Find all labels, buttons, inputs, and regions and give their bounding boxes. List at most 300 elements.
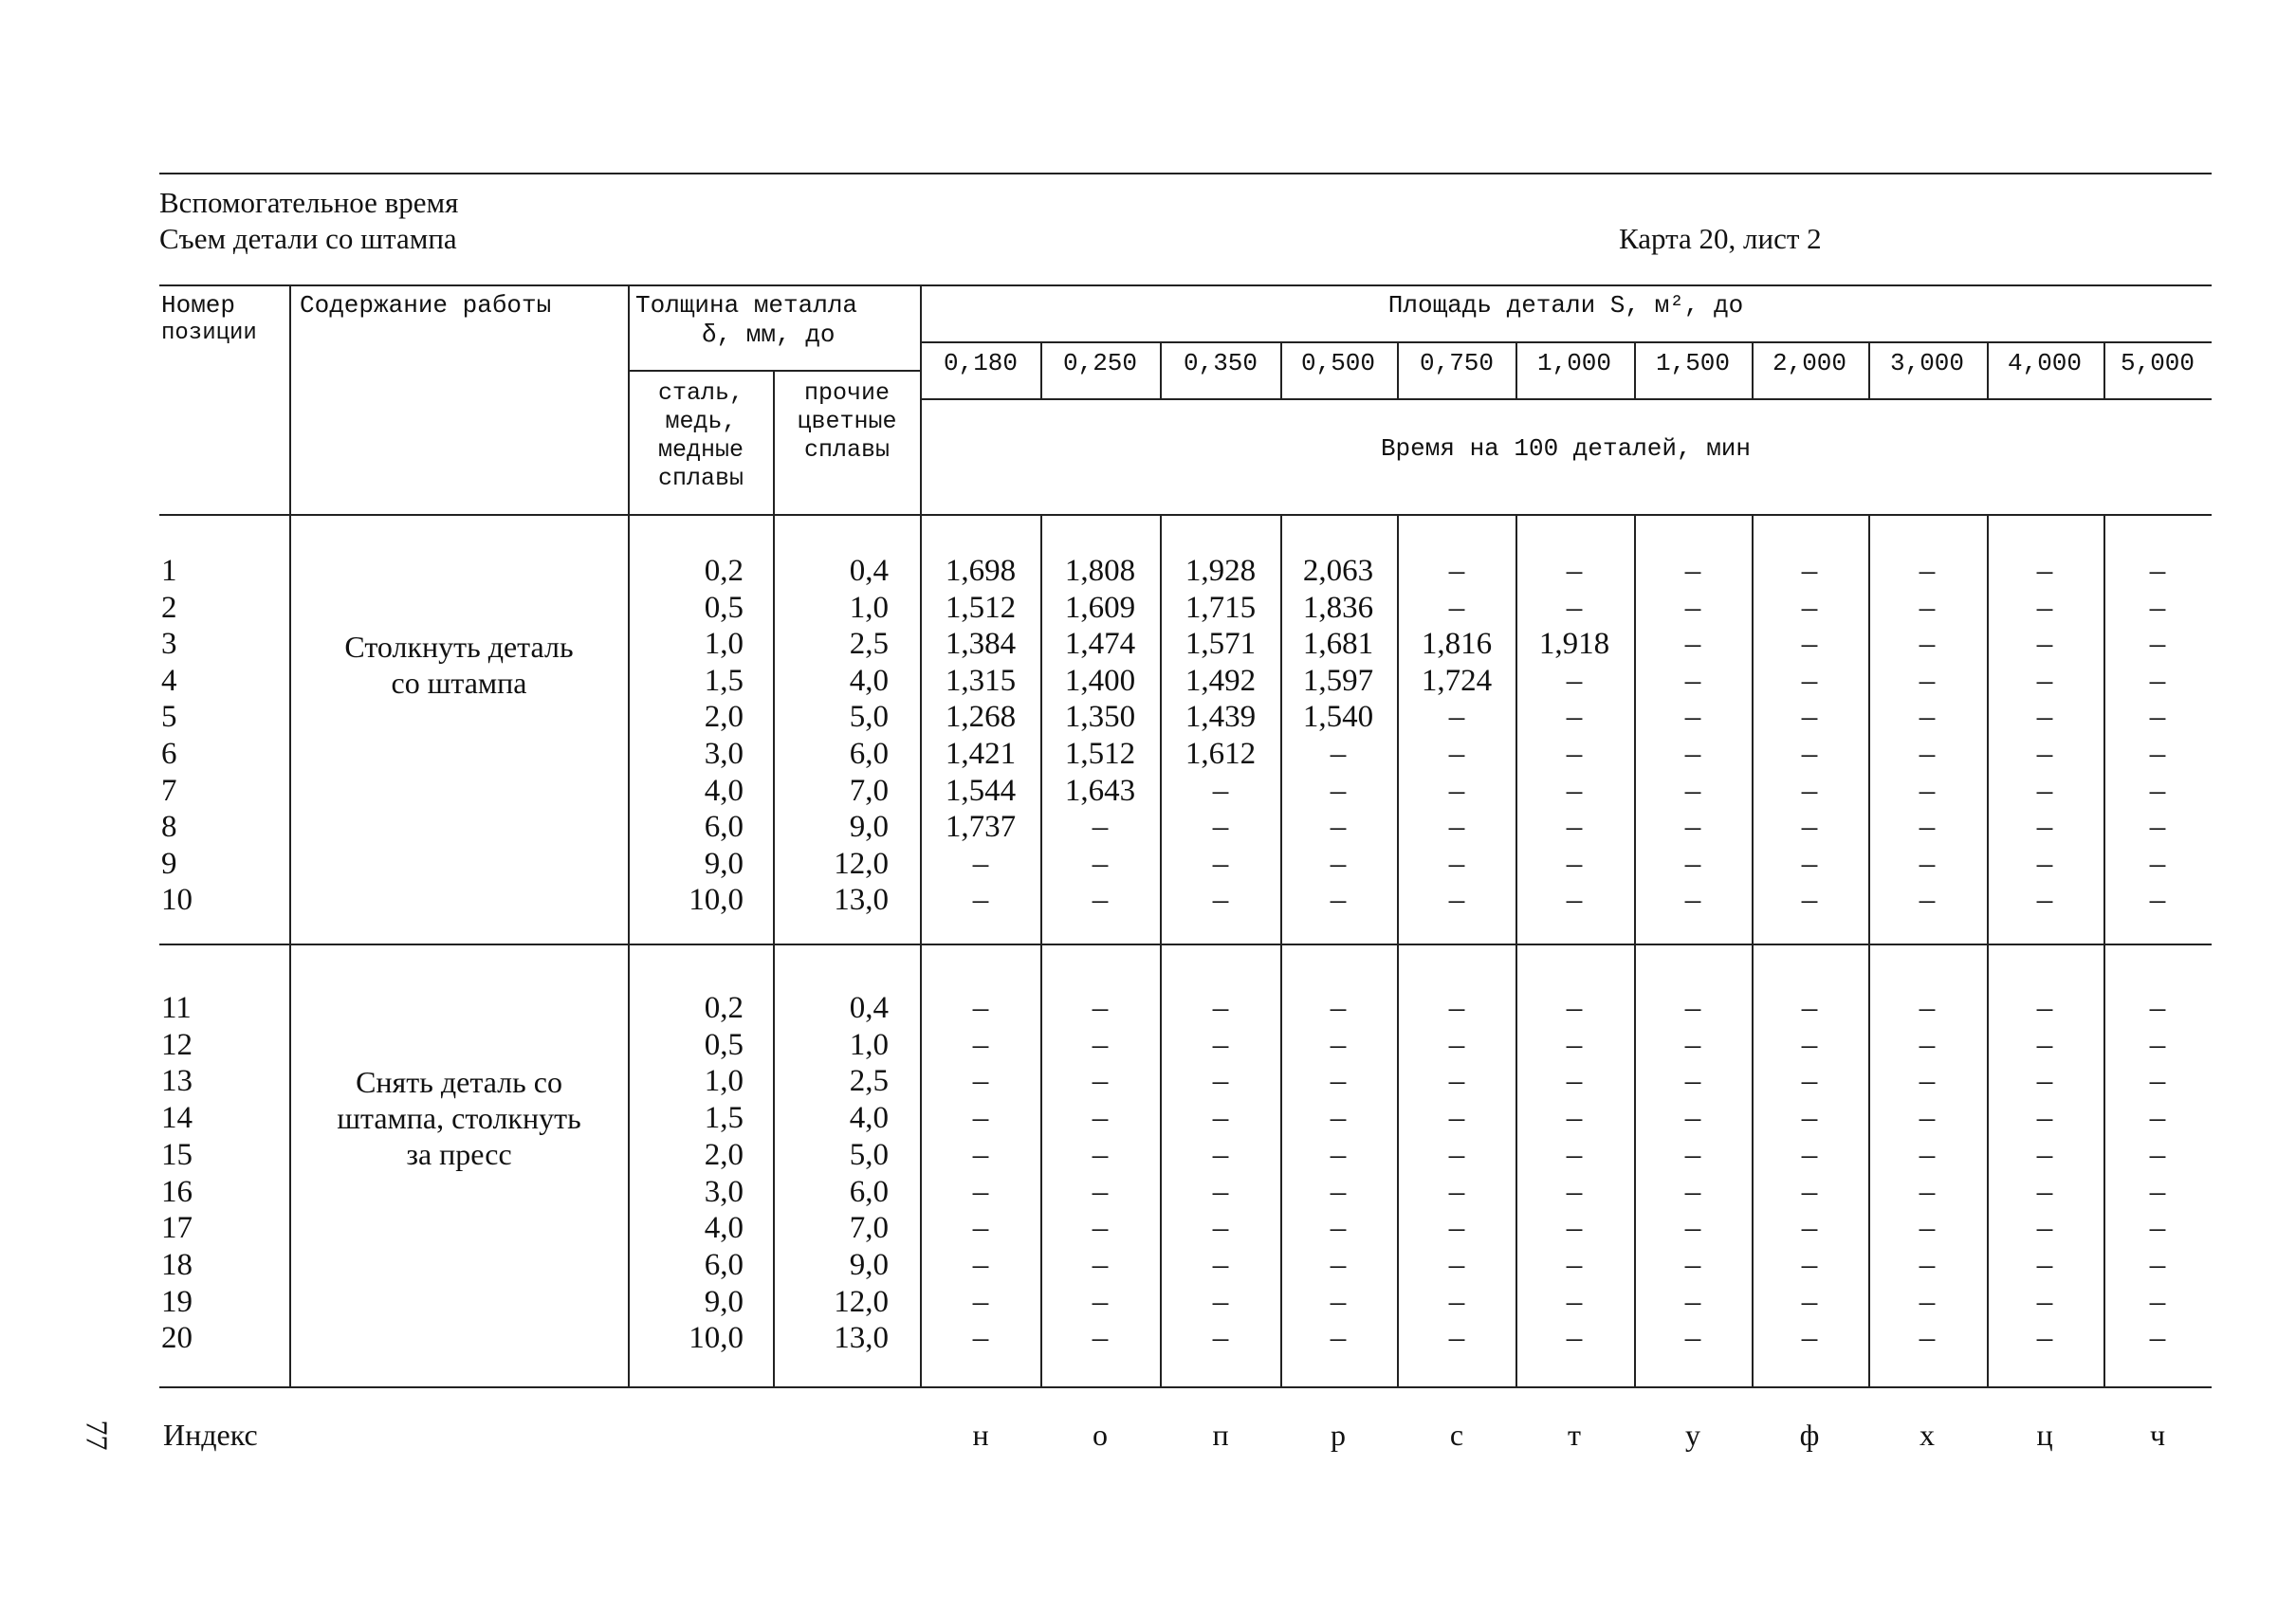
time-cell: –	[1919, 554, 1936, 588]
header-position-line1: Номер	[161, 291, 236, 320]
time-cell: –	[1092, 1247, 1109, 1282]
time-cell: 1,715	[1185, 590, 1257, 625]
steel-thickness: 6,0	[704, 810, 744, 845]
index-letter: ч	[2149, 1418, 2166, 1452]
time-cell: –	[1919, 1321, 1936, 1356]
steel-thickness: 4,0	[704, 773, 744, 808]
time-cell: –	[1330, 1027, 1347, 1062]
index-letter: у	[1685, 1418, 1700, 1452]
time-cell: –	[1092, 1027, 1109, 1062]
group2-work-l2: штампа, столкнуть	[337, 1101, 581, 1135]
time-cell: –	[1919, 590, 1936, 625]
time-cell: –	[1566, 737, 1583, 771]
time-cell: –	[2149, 737, 2166, 771]
time-cell: –	[1448, 1211, 1465, 1246]
time-cell: –	[1092, 1211, 1109, 1246]
time-cell: 1,681	[1302, 627, 1374, 662]
steel-thickness: 1,5	[704, 1101, 744, 1136]
area-value-7: 1,500	[1655, 349, 1730, 377]
time-cell: 1,698	[945, 554, 1017, 588]
time-cell: –	[1684, 1064, 1701, 1099]
time-cell: –	[1801, 700, 1818, 735]
time-cell: –	[2036, 627, 2053, 662]
row-number: 6	[161, 737, 177, 771]
time-cell: –	[2036, 1137, 2053, 1172]
other-thickness: 9,0	[849, 810, 889, 845]
time-cell: –	[1448, 1247, 1465, 1282]
row-number: 16	[161, 1174, 193, 1209]
time-cell: –	[1092, 810, 1109, 845]
row-number: 7	[161, 773, 177, 808]
time-cell: –	[1566, 700, 1583, 735]
time-cell: –	[2149, 554, 2166, 588]
time-cell: –	[2149, 1211, 2166, 1246]
area-value-1: 0,180	[943, 349, 1018, 377]
group1-work-l1: Столкнуть деталь	[344, 630, 574, 664]
time-cell: –	[1566, 1027, 1583, 1062]
time-cell: –	[2149, 663, 2166, 698]
time-cell: –	[972, 1174, 989, 1209]
time-cell: 1,816	[1421, 627, 1493, 662]
time-cell: –	[1919, 663, 1936, 698]
time-cell: –	[1212, 1064, 1229, 1099]
time-cell: –	[2149, 773, 2166, 808]
time-cell: –	[1801, 1064, 1818, 1099]
group1-work-l2: со штампа	[391, 666, 527, 700]
steel-thickness: 4,0	[704, 1211, 744, 1246]
time-cell: –	[972, 1027, 989, 1062]
col-divider-a2	[1160, 341, 1162, 398]
time-cell: –	[972, 1247, 989, 1282]
time-cell: –	[1448, 1284, 1465, 1319]
time-cell: –	[1566, 1064, 1583, 1099]
top-rule	[159, 173, 2212, 174]
time-cell: –	[2149, 590, 2166, 625]
time-cell: –	[1919, 1174, 1936, 1209]
other-thickness: 6,0	[849, 737, 889, 771]
time-cell: –	[2149, 1284, 2166, 1319]
area-values-bottom-rule	[920, 398, 2212, 400]
time-cell: –	[1801, 627, 1818, 662]
data-col-divider-4	[1397, 514, 1399, 1386]
time-cell: –	[1448, 883, 1465, 918]
time-cell: –	[2149, 810, 2166, 845]
time-cell: –	[1448, 810, 1465, 845]
row-number: 13	[161, 1064, 193, 1099]
time-cell: 1,400	[1064, 663, 1136, 698]
time-cell: –	[2149, 1247, 2166, 1282]
time-cell: –	[1212, 991, 1229, 1025]
time-cell: –	[1566, 1101, 1583, 1136]
row-number: 4	[161, 663, 177, 698]
time-cell: 1,384	[945, 627, 1017, 662]
row-number: 19	[161, 1284, 193, 1319]
time-cell: –	[1684, 554, 1701, 588]
time-cell: –	[2036, 1284, 2053, 1319]
header-other	[775, 379, 919, 465]
heading-line-1: Вспомогательное время	[159, 186, 459, 219]
area-row-rule	[920, 341, 2212, 343]
heading-line-2: Съем детали со штампа	[159, 222, 457, 255]
col-divider-a4	[1397, 341, 1399, 398]
time-cell: –	[1566, 1247, 1583, 1282]
other-thickness: 13,0	[834, 1321, 889, 1356]
time-cell: –	[1801, 1137, 1818, 1172]
other-thickness: 0,4	[849, 991, 889, 1025]
time-cell: 1,612	[1185, 737, 1257, 771]
time-cell: 1,724	[1421, 663, 1493, 698]
time-cell: –	[1684, 1137, 1701, 1172]
row-number: 17	[161, 1211, 193, 1246]
index-letter: о	[1093, 1418, 1108, 1452]
time-cell: –	[1212, 1284, 1229, 1319]
time-cell: –	[1919, 737, 1936, 771]
time-cell: –	[1212, 883, 1229, 918]
other-thickness: 5,0	[849, 1137, 889, 1172]
time-cell: 1,512	[1064, 737, 1136, 771]
group2-work-l1: Снять деталь со	[356, 1065, 562, 1099]
time-cell: –	[1566, 773, 1583, 808]
time-cell: –	[1330, 810, 1347, 845]
other-thickness: 12,0	[834, 846, 889, 881]
other-thickness: 6,0	[849, 1174, 889, 1209]
other-thickness: 7,0	[849, 773, 889, 808]
col-divider-pos	[289, 284, 291, 1386]
time-cell: –	[1566, 1174, 1583, 1209]
time-cell: –	[2036, 737, 2053, 771]
table-bottom-rule	[159, 1386, 2212, 1388]
time-cell: –	[972, 991, 989, 1025]
row-number: 9	[161, 846, 177, 881]
time-cell: –	[1566, 883, 1583, 918]
time-cell: –	[1919, 773, 1936, 808]
index-letter: т	[1568, 1418, 1581, 1452]
header-area: Площадь детали S, м², до	[1387, 291, 1744, 320]
header-thickness-line1: Толщина металла	[635, 291, 858, 320]
time-cell: –	[1566, 846, 1583, 881]
time-cell: –	[1684, 846, 1701, 881]
index-letter: ц	[2036, 1418, 2053, 1452]
time-cell: –	[1448, 1321, 1465, 1356]
time-cell: –	[972, 1321, 989, 1356]
other-thickness: 7,0	[849, 1211, 889, 1246]
time-cell: –	[1448, 554, 1465, 588]
other-thickness: 0,4	[849, 554, 889, 588]
time-cell: –	[2149, 1137, 2166, 1172]
time-cell: –	[2036, 991, 2053, 1025]
time-cell: –	[1684, 773, 1701, 808]
time-cell: –	[1212, 1101, 1229, 1136]
time-cell: –	[1801, 737, 1818, 771]
time-cell: –	[1801, 1284, 1818, 1319]
header-steel	[630, 379, 772, 493]
time-cell: –	[1684, 590, 1701, 625]
time-cell: –	[2036, 773, 2053, 808]
header-position-line2: позиции	[161, 321, 257, 346]
time-cell: –	[972, 1211, 989, 1246]
steel-thickness: 6,0	[704, 1247, 744, 1282]
time-cell: 1,512	[945, 590, 1017, 625]
time-cell: –	[1448, 700, 1465, 735]
time-cell: –	[1919, 1284, 1936, 1319]
other-thickness: 13,0	[834, 883, 889, 918]
time-cell: 1,421	[945, 737, 1017, 771]
data-col-divider-1	[1040, 514, 1042, 1386]
group2-work	[291, 1064, 627, 1172]
time-cell: –	[1092, 1321, 1109, 1356]
time-cell: –	[1566, 554, 1583, 588]
time-cell: –	[1801, 1247, 1818, 1282]
time-cell: 1,474	[1064, 627, 1136, 662]
time-cell: –	[1330, 773, 1347, 808]
time-cell: –	[1801, 883, 1818, 918]
time-cell: –	[2036, 1101, 2053, 1136]
time-cell: –	[1801, 1027, 1818, 1062]
time-cell: –	[1566, 590, 1583, 625]
area-value-6: 1,000	[1536, 349, 1611, 377]
time-cell: 1,597	[1302, 663, 1374, 698]
header-steel-l1: сталь,	[657, 379, 744, 407]
time-cell: –	[1092, 883, 1109, 918]
time-cell: –	[1919, 1027, 1936, 1062]
area-value-10: 4,000	[2007, 349, 2082, 377]
time-cell: 1,918	[1538, 627, 1610, 662]
time-cell: –	[1684, 737, 1701, 771]
header-work: Содержание работы	[300, 291, 552, 320]
time-cell: –	[1801, 1101, 1818, 1136]
time-cell: –	[2036, 590, 2053, 625]
row-number: 8	[161, 810, 177, 845]
time-cell: –	[1212, 1027, 1229, 1062]
time-cell: –	[2149, 1174, 2166, 1209]
other-thickness: 12,0	[834, 1284, 889, 1319]
time-cell: –	[1092, 1284, 1109, 1319]
time-cell: –	[1092, 1174, 1109, 1209]
header-time: Время на 100 деталей, мин	[1380, 434, 1752, 463]
index-letter: н	[972, 1418, 989, 1452]
time-cell: –	[1092, 1101, 1109, 1136]
time-cell: –	[2149, 627, 2166, 662]
time-cell: 1,540	[1302, 700, 1374, 735]
row-number: 5	[161, 700, 177, 735]
time-cell: –	[1919, 1064, 1936, 1099]
time-cell: –	[1801, 1211, 1818, 1246]
time-cell: –	[1919, 1247, 1936, 1282]
time-cell: –	[1684, 1174, 1701, 1209]
time-cell: 1,315	[945, 663, 1017, 698]
time-cell: –	[972, 1284, 989, 1319]
index-letter: х	[1919, 1418, 1935, 1452]
time-cell: 1,836	[1302, 590, 1374, 625]
time-cell: –	[1684, 1247, 1701, 1282]
header-steel-l3: медные	[657, 436, 744, 464]
other-thickness: 5,0	[849, 700, 889, 735]
time-cell: –	[1448, 1064, 1465, 1099]
table-top-rule	[159, 284, 2212, 286]
row-number: 1	[161, 554, 177, 588]
time-cell: –	[1092, 1137, 1109, 1172]
steel-thickness: 0,5	[704, 1027, 744, 1062]
time-cell: –	[1566, 810, 1583, 845]
time-cell: –	[1566, 1137, 1583, 1172]
time-cell: –	[1801, 991, 1818, 1025]
area-value-8: 2,000	[1772, 349, 1846, 377]
time-cell: –	[1092, 846, 1109, 881]
time-cell: –	[1212, 1137, 1229, 1172]
time-cell: –	[1801, 663, 1818, 698]
index-letter: р	[1331, 1418, 1346, 1452]
steel-thickness: 9,0	[704, 1284, 744, 1319]
time-cell: 1,439	[1185, 700, 1257, 735]
time-cell: –	[1330, 1211, 1347, 1246]
steel-thickness: 2,0	[704, 1137, 744, 1172]
time-cell: –	[2149, 883, 2166, 918]
header-other-l1: прочие	[803, 379, 890, 407]
time-cell: –	[1566, 663, 1583, 698]
time-cell: –	[1330, 1137, 1347, 1172]
time-cell: –	[1684, 1284, 1701, 1319]
page-number: 77	[80, 1420, 115, 1451]
time-cell: –	[2036, 810, 2053, 845]
time-cell: –	[1684, 700, 1701, 735]
other-thickness: 4,0	[849, 663, 889, 698]
steel-thickness: 10,0	[689, 1321, 744, 1356]
time-cell: –	[2036, 1174, 2053, 1209]
header-other-l3: сплавы	[803, 436, 890, 464]
steel-thickness: 3,0	[704, 1174, 744, 1209]
time-cell: 1,268	[945, 700, 1017, 735]
time-cell: –	[1448, 846, 1465, 881]
time-cell: –	[1566, 1211, 1583, 1246]
time-cell: –	[1919, 700, 1936, 735]
time-cell: –	[1330, 1064, 1347, 1099]
time-cell: –	[1212, 1211, 1229, 1246]
group-divider-rule	[159, 944, 2212, 945]
time-cell: 1,737	[945, 810, 1017, 845]
time-cell: –	[1330, 1284, 1347, 1319]
time-cell: –	[2036, 1211, 2053, 1246]
steel-thickness: 3,0	[704, 737, 744, 771]
time-cell: –	[2149, 1064, 2166, 1099]
time-cell: –	[2036, 846, 2053, 881]
time-cell: –	[1448, 991, 1465, 1025]
time-cell: –	[2036, 700, 2053, 735]
other-thickness: 1,0	[849, 590, 889, 625]
other-thickness: 4,0	[849, 1101, 889, 1136]
time-cell: 1,609	[1064, 590, 1136, 625]
area-value-11: 5,000	[2120, 349, 2195, 377]
time-cell: –	[1330, 883, 1347, 918]
time-cell: –	[1684, 810, 1701, 845]
time-cell: –	[1092, 1064, 1109, 1099]
row-number: 18	[161, 1247, 193, 1282]
time-cell: –	[1212, 810, 1229, 845]
time-cell: 1,928	[1185, 554, 1257, 588]
time-cell: –	[1566, 1284, 1583, 1319]
time-cell: –	[2149, 846, 2166, 881]
time-cell: –	[972, 1064, 989, 1099]
time-cell: –	[1919, 1211, 1936, 1246]
time-cell: –	[1684, 663, 1701, 698]
time-cell: 1,350	[1064, 700, 1136, 735]
row-number: 10	[161, 883, 193, 918]
row-number: 15	[161, 1137, 193, 1172]
time-cell: –	[972, 846, 989, 881]
time-cell: –	[1448, 1174, 1465, 1209]
time-cell: –	[1448, 1101, 1465, 1136]
time-cell: –	[2036, 554, 2053, 588]
time-cell: –	[1212, 773, 1229, 808]
time-cell: –	[1919, 846, 1936, 881]
row-number: 20	[161, 1321, 193, 1356]
index-label: Индекс	[163, 1418, 258, 1452]
steel-thickness: 1,5	[704, 663, 744, 698]
time-cell: –	[1448, 737, 1465, 771]
header-thickness-line2: δ, мм, до	[702, 321, 836, 349]
steel-thickness: 1,0	[704, 1064, 744, 1099]
row-number: 2	[161, 590, 177, 625]
time-cell: –	[2149, 1321, 2166, 1356]
area-value-2: 0,250	[1062, 349, 1137, 377]
header-steel-l2: медь,	[665, 408, 737, 435]
time-cell: –	[2036, 1321, 2053, 1356]
area-value-3: 0,350	[1183, 349, 1258, 377]
time-cell: –	[1448, 590, 1465, 625]
time-cell: –	[1801, 554, 1818, 588]
steel-thickness: 10,0	[689, 883, 744, 918]
time-cell: –	[1330, 737, 1347, 771]
time-cell: –	[1801, 590, 1818, 625]
time-cell: –	[1919, 1101, 1936, 1136]
area-value-4: 0,500	[1300, 349, 1375, 377]
time-cell: –	[1684, 1101, 1701, 1136]
time-cell: –	[1801, 1321, 1818, 1356]
row-number: 11	[161, 991, 192, 1025]
group1-work	[291, 629, 627, 701]
time-cell: 1,571	[1185, 627, 1257, 662]
time-cell: –	[2036, 1247, 2053, 1282]
header-steel-l4: сплавы	[657, 465, 744, 492]
header-bottom-rule	[159, 514, 2212, 516]
time-cell: –	[1330, 1101, 1347, 1136]
time-cell: –	[1330, 1174, 1347, 1209]
time-cell: –	[1330, 991, 1347, 1025]
time-cell: 1,544	[945, 773, 1017, 808]
time-cell: –	[1566, 991, 1583, 1025]
time-cell: –	[1919, 810, 1936, 845]
steel-thickness: 0,2	[704, 554, 744, 588]
time-cell: –	[972, 883, 989, 918]
other-thickness: 9,0	[849, 1247, 889, 1282]
time-cell: 2,063	[1302, 554, 1374, 588]
time-cell: 1,492	[1185, 663, 1257, 698]
time-cell: –	[1330, 1247, 1347, 1282]
time-cell: –	[2149, 1101, 2166, 1136]
time-cell: –	[2036, 663, 2053, 698]
time-cell: –	[972, 1101, 989, 1136]
group2-work-l3: за пресс	[406, 1137, 512, 1171]
time-cell: –	[2149, 1027, 2166, 1062]
time-cell: –	[1448, 1027, 1465, 1062]
time-cell: –	[972, 1137, 989, 1172]
steel-thickness: 0,5	[704, 590, 744, 625]
time-cell: –	[1684, 991, 1701, 1025]
other-thickness: 1,0	[849, 1027, 889, 1062]
time-cell: –	[1919, 627, 1936, 662]
time-cell: –	[1448, 773, 1465, 808]
col-divider-a1	[1040, 341, 1042, 398]
time-cell: –	[1684, 627, 1701, 662]
